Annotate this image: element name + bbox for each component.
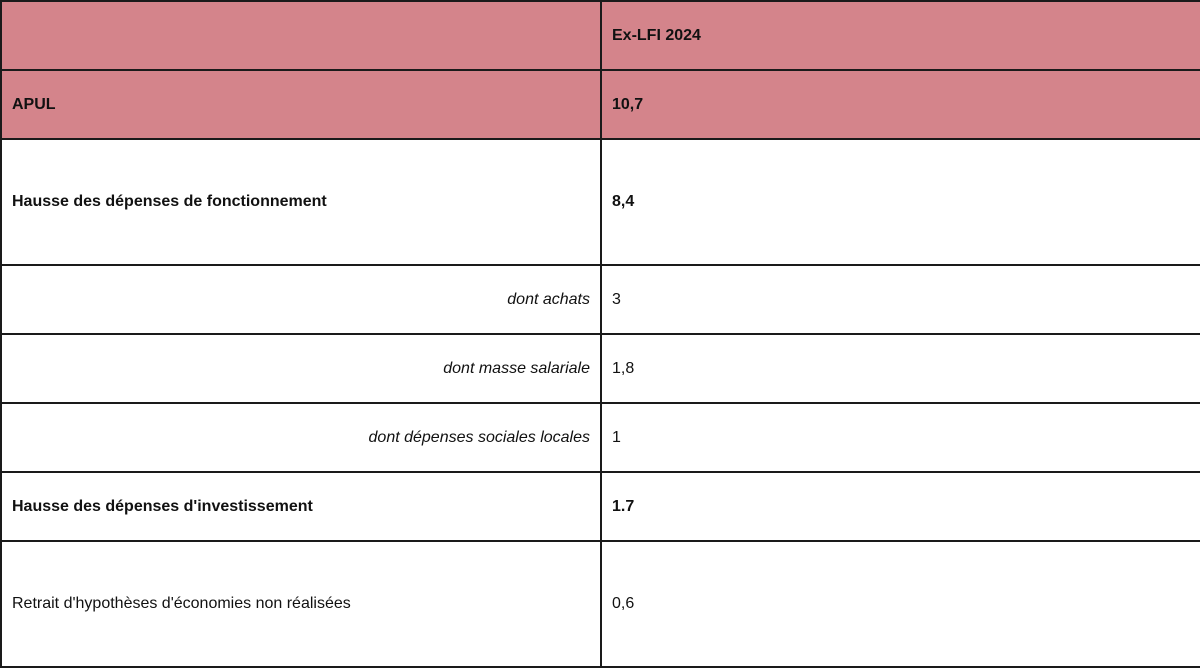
table-row-masse-salariale [1,334,1200,403]
row-value: 1 [601,403,1200,472]
header-label-cell [1,1,601,70]
row-label: dont masse salariale [1,334,601,403]
row-label: dont dépenses sociales locales [1,403,601,472]
row-value: 8,4 [601,139,1200,265]
table-row-retrait [1,541,1200,667]
row-label: Hausse des dépenses de fonctionnement [1,139,601,265]
table-row-achats [1,265,1200,334]
row-label: dont achats [1,265,601,334]
table-row-apul [1,70,1200,139]
row-label: Retrait d'hypothèses d'économies non réalisées [1,541,601,667]
row-label: Hausse des dépenses d'investissement [1,472,601,541]
header-row [1,1,1200,70]
row-value: 1.7 [601,472,1200,541]
row-value: 3 [601,265,1200,334]
row-label: APUL [1,70,601,139]
table-row-fonctionnement [1,139,1200,265]
table-row-investissement [1,472,1200,541]
header-column-cell: Ex-LFI 2024 [601,1,1200,70]
row-value: 0,6 [601,541,1200,667]
row-value: 1,8 [601,334,1200,403]
table-row-depenses-sociales [1,403,1200,472]
row-value: 10,7 [601,70,1200,139]
